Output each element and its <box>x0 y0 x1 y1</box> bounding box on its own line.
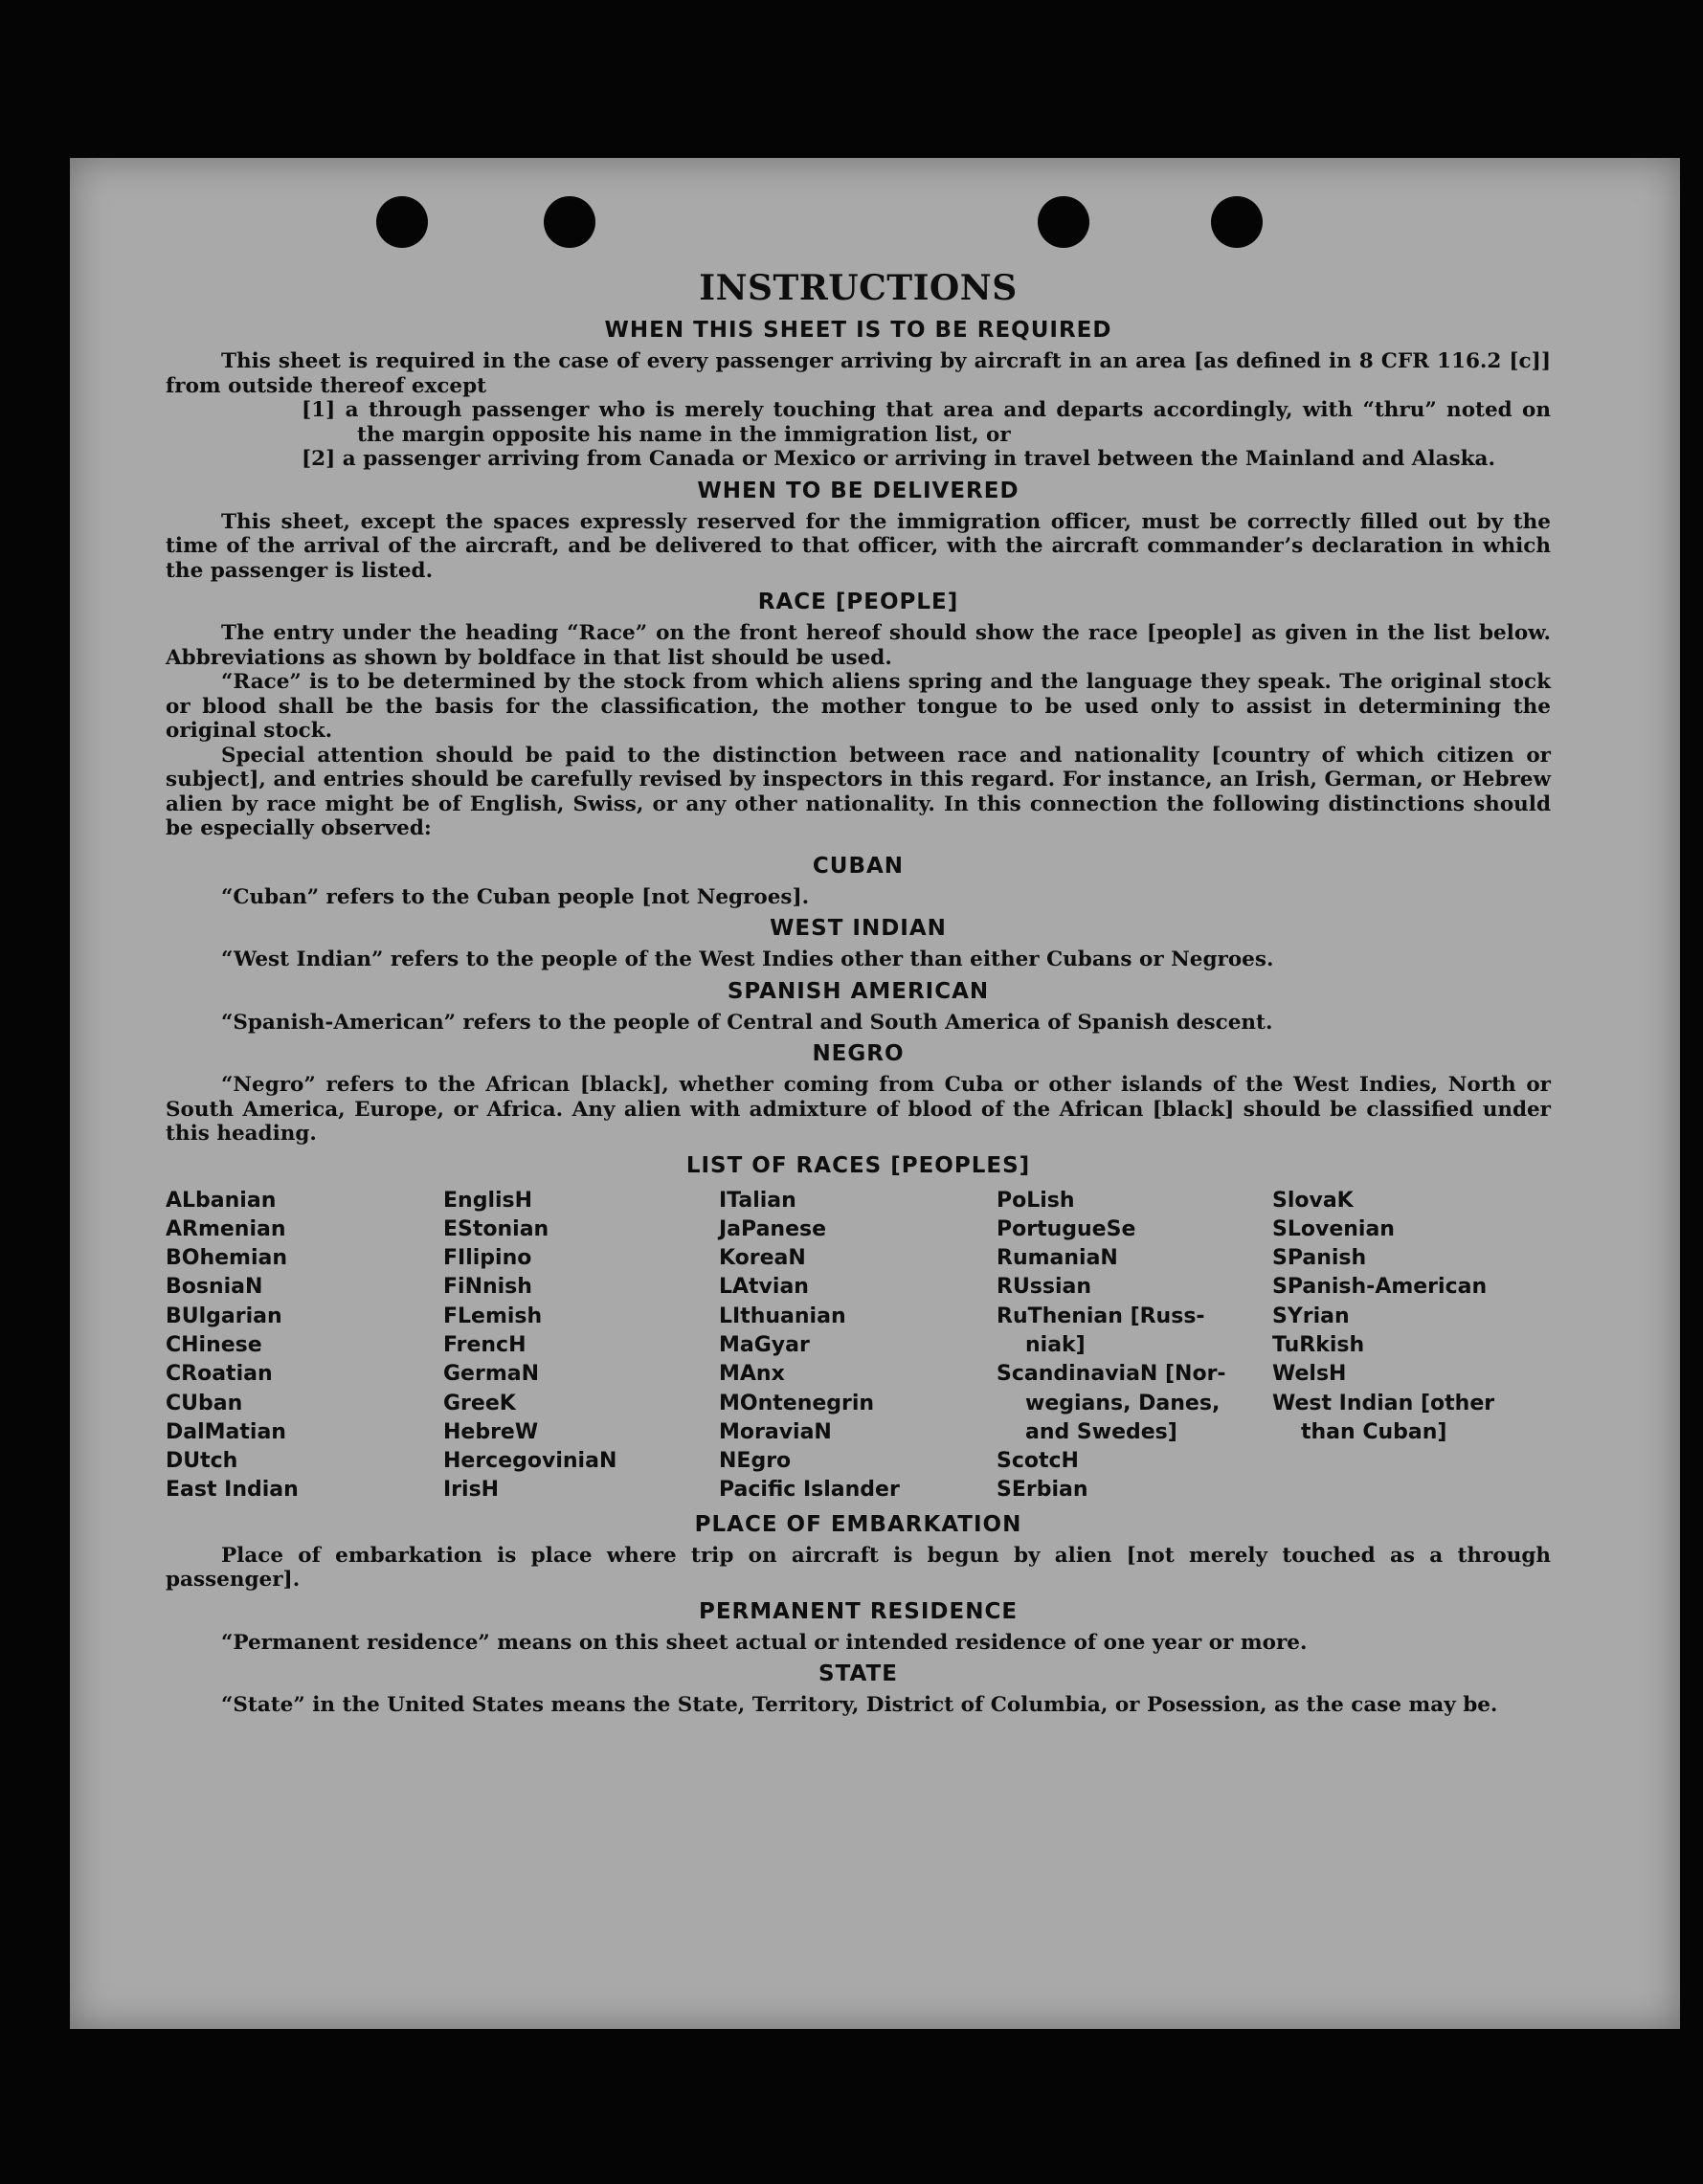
west-indian-text: “West Indian” refers to the people of the West Indies other than either Cubans or Negroes. <box>221 947 1274 971</box>
race-item: ARmenian <box>166 1216 286 1241</box>
race-item: PoLish <box>997 1188 1075 1213</box>
race-item: than Cuban] <box>1301 1419 1447 1444</box>
race-item: LIthuanian <box>719 1304 846 1328</box>
race-item: ScotcH <box>997 1449 1079 1474</box>
required-item-1: [1] a through passenger who is merely touching that area and departs accordingly, with “thru” noted on the margin opposite his name in the immigration list, or <box>302 398 1551 447</box>
race-item: SlovaK <box>1272 1188 1354 1213</box>
race-item: DUtch <box>166 1449 238 1474</box>
race-item: MoraviaN <box>719 1419 832 1444</box>
section-heading-residence: PERMANENT RESIDENCE <box>698 1598 1019 1624</box>
page-title: INSTRUCTIONS <box>699 268 1018 308</box>
race-item: JaPanese <box>719 1216 827 1241</box>
race-item: RumaniaN <box>997 1246 1118 1271</box>
race-item: LAtvian <box>719 1275 809 1300</box>
race-item: FIlipino <box>443 1246 532 1271</box>
race-paragraph-3: Special attention should be paid to the distinction between race and nationality [country of which citizen or subject], and entries should be carefully revised by inspectors in this regard. For instance, an Irish, German, or Hebrew alien by race might be of English, Swiss, or any other nationality. In this connection the following distinctions should be especially observed: <box>166 743 1551 840</box>
race-item: SErbian <box>997 1478 1088 1503</box>
races-column <box>1272 1187 1551 1505</box>
race-paragraph-1: The entry under the heading “Race” on the front hereof should show the race [people] as given in the list below. Abbreviations as shown by boldface in that list should be used. <box>166 621 1551 670</box>
race-item: RUssian <box>997 1275 1092 1300</box>
race-item: MaGyar <box>719 1332 810 1357</box>
race-item: FiNnish <box>443 1275 532 1300</box>
negro-text: “Negro” refers to the African [black], whether coming from Cuba or other islands of the West Indies, North or South America, Europe, or Africa. Any alien with admixture of blood of the African [black] should be classified under this heading. <box>166 1073 1551 1146</box>
section-heading-west-indian: WEST INDIAN <box>770 916 947 941</box>
race-item: CUban <box>166 1391 243 1415</box>
race-item: SLovenian <box>1272 1216 1395 1241</box>
race-item: NEgro <box>719 1449 792 1474</box>
race-item: East Indian <box>166 1478 299 1503</box>
race-item: HercegoviniaN <box>443 1449 617 1474</box>
race-item: West Indian [other <box>1272 1391 1495 1415</box>
race-item: ITalian <box>719 1188 796 1213</box>
race-item: ALbanian <box>166 1188 277 1213</box>
race-item: DalMatian <box>166 1419 286 1444</box>
race-item: EStonian <box>443 1216 549 1241</box>
race-item: SPanish-American <box>1272 1275 1488 1300</box>
punch-hole <box>544 196 595 248</box>
section-heading-spanish-american: SPANISH AMERICAN <box>727 978 990 1004</box>
race-item: EnglisH <box>443 1188 533 1213</box>
race-item: KoreaN <box>719 1246 806 1271</box>
race-item: CRoatian <box>166 1362 273 1387</box>
race-item: GermaN <box>443 1362 540 1387</box>
race-item: IrisH <box>443 1478 500 1503</box>
races-column <box>997 1187 1272 1505</box>
section-heading-state: STATE <box>818 1661 898 1687</box>
race-item: PortugueSe <box>997 1216 1136 1241</box>
section-heading-embarkation: PLACE OF EMBARKATION <box>694 1511 1022 1537</box>
races-column <box>719 1187 997 1505</box>
race-item: TuRkish <box>1272 1332 1365 1357</box>
race-item: FrencH <box>443 1332 527 1357</box>
races-list <box>166 1187 1551 1505</box>
required-intro: This sheet is required in the case of every passenger arriving by aircraft in an area [as defined in 8 CFR 116.2 [c]] from outside thereof except <box>166 349 1551 398</box>
residence-text: “Permanent residence” means on this sheet actual or intended residence of one year or more. <box>221 1630 1308 1655</box>
required-item-2: [2] a passenger arriving from Canada or Mexico or arriving in travel between the Mainland and Alaska. <box>302 447 1495 471</box>
race-item: MAnx <box>719 1362 785 1387</box>
spanish-american-text: “Spanish-American” refers to the people of Central and South America of Spanish descent. <box>221 1010 1273 1035</box>
race-item: FLemish <box>443 1304 543 1328</box>
race-item: SYrian <box>1272 1304 1350 1328</box>
race-item: MOntenegrin <box>719 1391 875 1415</box>
races-column <box>443 1187 719 1505</box>
punch-hole <box>1211 196 1263 248</box>
race-item: niak] <box>1025 1332 1086 1357</box>
punch-hole <box>1038 196 1089 248</box>
section-heading-races-list: LIST OF RACES [PEOPLES] <box>685 1152 1031 1178</box>
race-paragraph-2: “Race” is to be determined by the stock from which aliens spring and the language they speak. The original stock or blood shall be the basis for the classification, the mother tongue to be used only to assist in determining the original stock. <box>166 670 1551 743</box>
race-item: wegians, Danes, <box>1025 1391 1221 1415</box>
cuban-text: “Cuban” refers to the Cuban people [not Negroes]. <box>221 884 810 909</box>
delivered-text: This sheet, except the spaces expressly reserved for the immigration officer, must be correctly filled out by the time of the arrival of the aircraft, and be delivered to that officer, with the aircraft commander’s declaration in which the passenger is listed. <box>166 509 1551 583</box>
race-item: BosniaN <box>166 1275 263 1300</box>
race-item: CHinese <box>166 1332 262 1357</box>
race-item: Pacific Islander <box>719 1478 900 1503</box>
race-item: ScandinaviaN [Nor- <box>997 1362 1226 1387</box>
embarkation-text: Place of embarkation is place where trip on aircraft is begun by alien [not merely touched as a through passenger]. <box>166 1543 1551 1593</box>
section-heading-race: RACE [PEOPLE] <box>757 590 959 614</box>
race-item: BUlgarian <box>166 1304 282 1328</box>
race-item: BOhemian <box>166 1246 288 1271</box>
state-text: “State” in the United States means the State, Territory, District of Columbia, or Posession, as the case may be. <box>221 1693 1498 1718</box>
section-heading-cuban: CUBAN <box>812 853 905 879</box>
race-item: RuThenian [Russ- <box>997 1304 1205 1328</box>
document-sheet <box>70 158 1680 2029</box>
race-item: HebreW <box>443 1419 539 1444</box>
race-item: and Swedes] <box>1025 1419 1177 1444</box>
punch-hole <box>376 196 428 248</box>
race-item: GreeK <box>443 1391 516 1415</box>
race-item: SPanish <box>1272 1246 1367 1271</box>
instructions-content <box>166 265 1551 1718</box>
section-heading-delivered: WHEN TO BE DELIVERED <box>697 478 1020 503</box>
section-heading-negro: NEGRO <box>812 1041 905 1066</box>
section-heading-required: WHEN THIS SHEET IS TO BE REQUIRED <box>604 318 1112 343</box>
races-column <box>166 1187 443 1505</box>
race-item: WelsH <box>1272 1362 1347 1387</box>
